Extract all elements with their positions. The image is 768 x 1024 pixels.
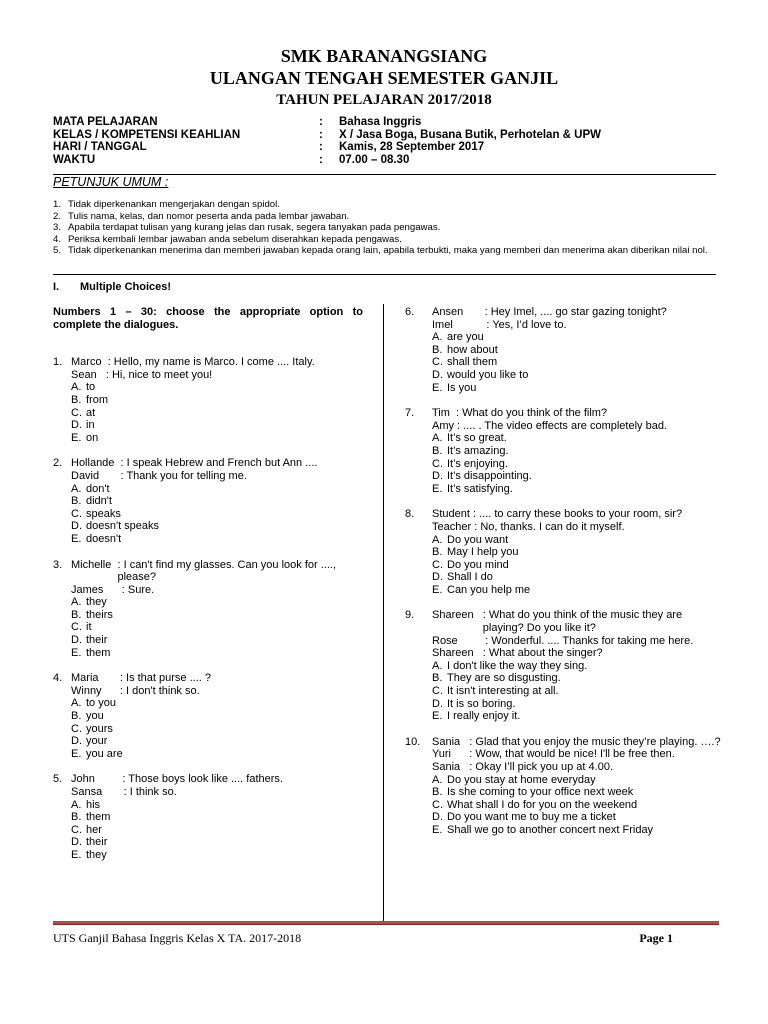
option-letter: D. <box>71 735 82 748</box>
answer-option <box>405 331 725 344</box>
option-text: don't <box>86 482 110 495</box>
answer-option <box>405 546 725 559</box>
option-text: you <box>86 710 104 723</box>
option-letter: D. <box>432 470 443 483</box>
option-letter: B. <box>71 710 82 723</box>
dialogue-text: : Wow, that would be nice! I'll be free then. <box>469 748 675 761</box>
option-letter: E. <box>432 482 443 495</box>
speaker-name: David <box>71 469 121 482</box>
instruction-item <box>53 199 719 211</box>
section-number: I. <box>53 281 60 293</box>
dialogue-line <box>405 420 725 433</box>
general-instructions-list <box>53 199 719 257</box>
dialogue-text: : Sure. <box>121 583 155 596</box>
exam-title: ULANGAN TENGAH SEMESTER GANJIL <box>209 68 559 88</box>
option-text: theirs <box>86 608 113 621</box>
dialogue-text: : Wonderful. .... Thanks for taking me here. <box>485 634 694 647</box>
dialogue-line <box>53 786 363 799</box>
answer-option <box>53 508 363 521</box>
answer-option <box>405 534 725 547</box>
instruction-number: 3. <box>53 222 62 234</box>
dialogue-line <box>53 559 363 584</box>
instruction-item <box>53 211 719 223</box>
question-number: 1. <box>53 356 63 369</box>
dialogue-text: : Is that purse .... ? <box>119 672 212 685</box>
option-text: It’s enjoying. <box>447 457 508 470</box>
dialogue-line <box>405 761 725 774</box>
info-value: 07.00 – 08.30 <box>339 153 410 166</box>
option-letter: D. <box>432 811 443 824</box>
speaker-name: John <box>71 773 123 786</box>
dialogue-line <box>53 470 363 483</box>
option-letter: C. <box>71 823 82 836</box>
answer-option <box>53 621 363 634</box>
answer-option <box>405 458 725 471</box>
instruction-number: 1. <box>53 199 62 210</box>
option-letter: A. <box>71 482 82 495</box>
option-text: doesn't <box>86 532 122 545</box>
option-text: It is so boring. <box>447 697 516 710</box>
option-letter: A. <box>71 381 82 394</box>
option-text: Can you help me <box>447 583 531 596</box>
option-letter: C. <box>432 798 443 811</box>
dialogue-line <box>53 584 363 597</box>
speaker-name: Student : <box>432 508 480 521</box>
option-letter: A. <box>432 659 443 672</box>
info-value: X / Jasa Boga, Busana Butik, Perhotelan & UPW <box>339 128 602 141</box>
answer-option <box>405 811 725 824</box>
option-text: doesn't speaks <box>86 520 160 533</box>
info-colon: : <box>319 153 323 166</box>
info-row <box>53 129 723 142</box>
option-text: they <box>86 848 107 861</box>
speaker-name: Sansa <box>71 786 124 798</box>
speaker-name: Hollande <box>71 457 121 470</box>
dialogue-line <box>405 609 725 634</box>
general-instructions-title: PETUNJUK UMUM : <box>53 175 169 189</box>
option-letter: A. <box>71 596 82 609</box>
option-letter: E. <box>432 710 443 723</box>
answer-option <box>405 559 725 572</box>
option-letter: C. <box>71 507 82 520</box>
dialogue-text: : Hi, nice to meet you! <box>105 368 213 381</box>
answer-option <box>53 849 363 862</box>
question-number <box>53 786 71 799</box>
option-letter: D. <box>71 836 82 849</box>
answer-option <box>405 672 725 685</box>
speaker-name: Amy : <box>432 419 464 432</box>
dialogue-line <box>405 306 725 319</box>
speaker-name: Shareen <box>432 647 483 660</box>
dialogue-line <box>53 672 363 685</box>
answer-option <box>53 735 363 748</box>
instruction-text: Apabila terdapat tulisan yang kurang jelas dan rusak, segera tanyakan pada pengawas. <box>68 222 441 234</box>
option-text: yours <box>86 722 113 735</box>
option-letter: A. <box>432 773 443 786</box>
question-number <box>53 584 71 597</box>
question-number <box>405 521 432 534</box>
answer-option <box>405 824 725 837</box>
option-text: Is you <box>447 381 477 394</box>
answer-option <box>53 836 363 849</box>
answer-option <box>53 824 363 837</box>
info-row <box>53 154 723 167</box>
speaker-name: Teacher : <box>432 520 481 533</box>
option-letter: C. <box>71 621 82 634</box>
option-text: They are so disgusting. <box>447 672 561 685</box>
option-text: from <box>86 393 108 406</box>
info-key: WAKTU <box>53 153 96 166</box>
speaker-name: Marco <box>71 356 108 369</box>
option-letter: B. <box>71 608 82 621</box>
answer-option <box>53 520 363 533</box>
option-letter: C. <box>432 457 443 470</box>
option-text: at <box>86 406 96 419</box>
dialogue-line <box>405 319 725 332</box>
footer-title: UTS Ganjil Bahasa Inggris Kelas X TA. 2017-2018 <box>53 931 302 945</box>
question-number <box>405 420 432 433</box>
option-text: them <box>86 646 111 659</box>
speaker-name: Sania <box>432 761 470 773</box>
speaker-name: Michelle <box>71 558 118 571</box>
option-letter: E. <box>432 823 443 836</box>
info-key: KELAS / KOMPETENSI KEAHLIAN <box>53 128 241 141</box>
dialogue-text: : Okay I’ll pick you up at 4.00. <box>469 761 613 773</box>
option-letter: E. <box>71 747 82 760</box>
dialogue-text: : Those boys look like .... fathers. <box>122 773 283 786</box>
answer-option <box>53 697 363 710</box>
option-letter: A. <box>71 697 82 710</box>
instruction-text: Periksa kembali lembar jawaban anda sebelum diserahkan kepada pengawas. <box>68 233 402 245</box>
dialogue-line <box>53 356 363 369</box>
option-text: are you <box>447 331 484 344</box>
speaker-name: Yuri <box>432 748 470 761</box>
option-letter: E. <box>71 431 82 444</box>
option-text: Do you want me to buy me a ticket <box>447 811 616 824</box>
instruction-text: Tidak diperkenankan mengerjakan dengan spidol. <box>68 199 280 210</box>
option-text: Shall I do <box>447 571 493 584</box>
option-letter: B. <box>71 393 82 406</box>
answer-option <box>405 584 725 597</box>
option-text: May I help you <box>447 546 519 559</box>
option-text: his <box>86 798 101 811</box>
question-item <box>405 736 725 837</box>
question-number <box>405 748 432 761</box>
answer-option <box>405 382 725 395</box>
option-text: speaks <box>86 507 121 520</box>
option-letter: E. <box>432 381 443 394</box>
questions-left-column <box>53 306 363 875</box>
dialogue-line <box>53 369 363 382</box>
dialogue-text: : Thank you for telling me. <box>120 469 247 482</box>
option-text: their <box>86 836 108 849</box>
info-key: MATA PELAJARAN <box>53 116 158 128</box>
question-number <box>405 319 432 332</box>
option-text: in <box>86 419 95 432</box>
dialogue-text: : Hello, my name is Marco. I come .... Italy. <box>107 356 315 369</box>
answer-option <box>405 483 725 496</box>
answer-option <box>53 381 363 394</box>
dialogue-text: : I think so. <box>123 786 177 798</box>
speaker-name: James <box>71 583 122 596</box>
option-letter: A. <box>432 533 443 546</box>
option-letter: E. <box>71 646 82 659</box>
speaker-name: Ansen <box>432 306 485 318</box>
question-number: 6. <box>405 306 415 318</box>
document-header <box>0 45 768 110</box>
answer-option <box>405 774 725 787</box>
instruction-item <box>53 245 719 257</box>
dialogue-line <box>405 736 725 749</box>
section-heading <box>53 281 171 293</box>
option-letter: D. <box>71 419 82 432</box>
answer-option <box>405 356 725 369</box>
instruction-item <box>53 222 719 234</box>
option-letter: C. <box>71 722 82 735</box>
instruction-number: 5. <box>53 245 62 257</box>
answer-option <box>53 394 363 407</box>
dialogue-line <box>405 635 725 648</box>
divider <box>53 274 716 275</box>
dialogue-text: No, thanks. I can do it myself. <box>480 520 625 533</box>
question-item <box>405 407 725 495</box>
question-instruction: Numbers 1 – 30: choose the appropriate option to complete the dialogues. <box>53 306 363 331</box>
option-letter: D. <box>71 634 82 647</box>
dialogue-line <box>405 521 725 534</box>
dialogue-line <box>405 647 725 660</box>
option-letter: C. <box>71 406 82 419</box>
page-footer <box>53 931 719 946</box>
option-text: What shall I do for you on the weekend <box>447 798 638 811</box>
info-key: HARI / TANGGAL <box>53 141 147 153</box>
answer-option <box>53 419 363 432</box>
question-number <box>53 369 71 382</box>
speaker-name: Rose <box>432 634 486 647</box>
option-letter: A. <box>71 798 82 811</box>
answer-option <box>405 685 725 698</box>
answer-option <box>53 647 363 660</box>
questions-right-column <box>405 306 725 850</box>
speaker-name: Imel <box>432 318 487 331</box>
option-letter: D. <box>71 520 82 533</box>
info-value: Bahasa Inggris <box>339 116 422 128</box>
dialogue-text: : What do you think of the film? <box>456 407 608 420</box>
question-number <box>53 470 71 483</box>
instruction-number: 2. <box>53 210 62 222</box>
question-number: 4. <box>53 672 63 685</box>
dialogue-text: : What do you think of the music they are playing? Do you like it? <box>482 609 683 635</box>
question-item <box>405 508 725 596</box>
dialogue-text: .... . The video effects are completely bad. <box>463 419 667 432</box>
section-title: Multiple Choices! <box>80 281 172 293</box>
answer-option <box>405 470 725 483</box>
option-text: how about <box>447 343 498 356</box>
question-number <box>405 761 432 774</box>
option-letter: C. <box>432 685 443 698</box>
answer-option <box>405 710 725 723</box>
question-number: 9. <box>405 609 415 622</box>
question-number: 5. <box>53 773 63 786</box>
option-letter: B. <box>71 495 82 508</box>
answer-option <box>405 571 725 584</box>
info-value: Kamis, 28 September 2017 <box>339 141 485 153</box>
answer-option <box>405 445 725 458</box>
option-text: on <box>86 431 99 444</box>
speaker-name: Winny <box>71 684 120 697</box>
school-name: SMK BARANANGSIANG <box>280 46 488 66</box>
answer-option <box>53 533 363 546</box>
answer-option <box>53 748 363 761</box>
info-colon: : <box>319 141 323 153</box>
question-number: 7. <box>405 407 415 420</box>
option-text: It isn't interesting at all. <box>447 685 559 698</box>
answer-option <box>53 609 363 622</box>
question-item <box>53 672 363 760</box>
info-row <box>53 141 723 154</box>
option-letter: D. <box>432 571 443 584</box>
option-letter: B. <box>432 444 443 457</box>
option-text: you are <box>86 747 123 760</box>
answer-option <box>405 369 725 382</box>
option-letter: D. <box>432 697 443 710</box>
option-text: they <box>86 596 107 609</box>
dialogue-text: : Glad that you enjoy the music they’re playing. ….? <box>469 735 721 748</box>
option-text: It’s so great. <box>447 432 507 445</box>
option-letter: B. <box>432 343 443 356</box>
academic-year: TAHUN PELAJARAN 2017/2018 <box>276 92 492 108</box>
option-text: It’s disappointing. <box>447 470 532 483</box>
answer-option <box>53 634 363 647</box>
option-text: Do you mind <box>447 558 509 571</box>
dialogue-line <box>405 407 725 420</box>
option-text: I don't like the way they sing. <box>447 659 588 672</box>
info-colon: : <box>319 128 323 141</box>
speaker-name: Sania <box>432 735 470 748</box>
option-letter: C. <box>432 558 443 571</box>
option-text: It’s amazing. <box>447 444 509 457</box>
answer-option <box>405 660 725 673</box>
option-letter: B. <box>432 786 443 799</box>
option-letter: B. <box>432 672 443 685</box>
option-text: I really enjoy it. <box>447 710 521 723</box>
instruction-text: Tulis nama, kelas, dan nomor peserta anda pada lembar jawaban. <box>68 210 350 222</box>
question-number: 10. <box>405 735 421 748</box>
info-colon: : <box>319 116 323 128</box>
option-text: it <box>86 621 92 634</box>
answer-option <box>53 723 363 736</box>
dialogue-text: : Yes, I’d love to. <box>486 318 567 331</box>
question-item <box>405 609 725 722</box>
dialogue-text: : I can't find my glasses. Can you look for ...., please? <box>117 558 336 584</box>
dialogue-line <box>53 773 363 786</box>
instruction-number: 4. <box>53 233 62 245</box>
info-row <box>53 116 723 129</box>
dialogue-text: : What about the singer? <box>482 647 603 660</box>
question-item <box>53 457 363 545</box>
option-letter: E. <box>71 848 82 861</box>
dialogue-text: : Hey Imel, .... go star gazing tonight? <box>484 306 667 318</box>
option-letter: A. <box>432 331 443 344</box>
option-text: their <box>86 634 108 647</box>
option-letter: B. <box>432 546 443 559</box>
dialogue-text: .... to carry these books to your room, sir? <box>479 508 683 521</box>
page-number: Page 1 <box>639 931 673 945</box>
option-letter: C. <box>432 356 443 369</box>
option-letter: A. <box>432 432 443 445</box>
answer-option <box>405 698 725 711</box>
option-text: to you <box>86 697 116 710</box>
question-number <box>405 635 432 648</box>
question-item <box>53 559 363 660</box>
answer-option <box>53 710 363 723</box>
question-number: 8. <box>405 508 415 521</box>
option-text: your <box>86 735 108 748</box>
option-letter: E. <box>432 583 443 596</box>
question-item <box>53 773 363 861</box>
option-letter: E. <box>71 532 82 545</box>
dialogue-text: : I speak Hebrew and French but Ann .... <box>120 457 318 470</box>
answer-option <box>53 495 363 508</box>
option-text: would you like to <box>447 368 529 381</box>
answer-option <box>53 596 363 609</box>
answer-option <box>405 799 725 812</box>
answer-option <box>53 799 363 812</box>
question-item <box>405 306 725 394</box>
question-number: 2. <box>53 457 63 470</box>
exam-info-table <box>53 116 723 166</box>
option-letter: B. <box>71 811 82 824</box>
answer-option <box>405 344 725 357</box>
option-text: Is she coming to your office next week <box>447 786 634 799</box>
option-text: Shall we go to another concert next Friday <box>447 823 654 836</box>
question-item <box>53 356 363 444</box>
option-text: shall them <box>447 356 498 369</box>
answer-option <box>53 811 363 824</box>
speaker-name: Tim <box>432 407 457 420</box>
option-text: them <box>86 811 111 824</box>
column-divider <box>383 304 384 922</box>
dialogue-line <box>405 748 725 761</box>
question-number <box>405 647 432 660</box>
question-number: 3. <box>53 558 63 571</box>
instruction-text: Tidak diperkenankan menerima dan memberi jawaban kepada orang lain, apabila terbukti, maka yang memberi dan menerima akan diberikan nilai nol. <box>68 245 708 257</box>
question-number <box>53 685 71 698</box>
answer-option <box>405 432 725 445</box>
dialogue-line <box>53 457 363 470</box>
option-text: didn't <box>86 495 112 508</box>
option-text: to <box>86 381 96 394</box>
speaker-name: Sean <box>71 368 106 381</box>
answer-option <box>53 432 363 445</box>
dialogue-text: : I don't think so. <box>119 684 200 697</box>
instruction-item <box>53 234 719 246</box>
speaker-name: Shareen <box>432 609 483 622</box>
dialogue-line <box>53 685 363 698</box>
footer-rule <box>53 921 719 925</box>
option-text: her <box>86 823 102 836</box>
dialogue-line <box>405 508 725 521</box>
option-letter: D. <box>432 368 443 381</box>
option-text: Do you stay at home everyday <box>447 773 596 786</box>
option-text: Do you want <box>447 533 509 546</box>
option-text: It’s satisfying. <box>447 482 513 495</box>
answer-option <box>53 483 363 496</box>
answer-option <box>405 786 725 799</box>
answer-option <box>53 407 363 420</box>
speaker-name: Maria <box>71 672 120 685</box>
